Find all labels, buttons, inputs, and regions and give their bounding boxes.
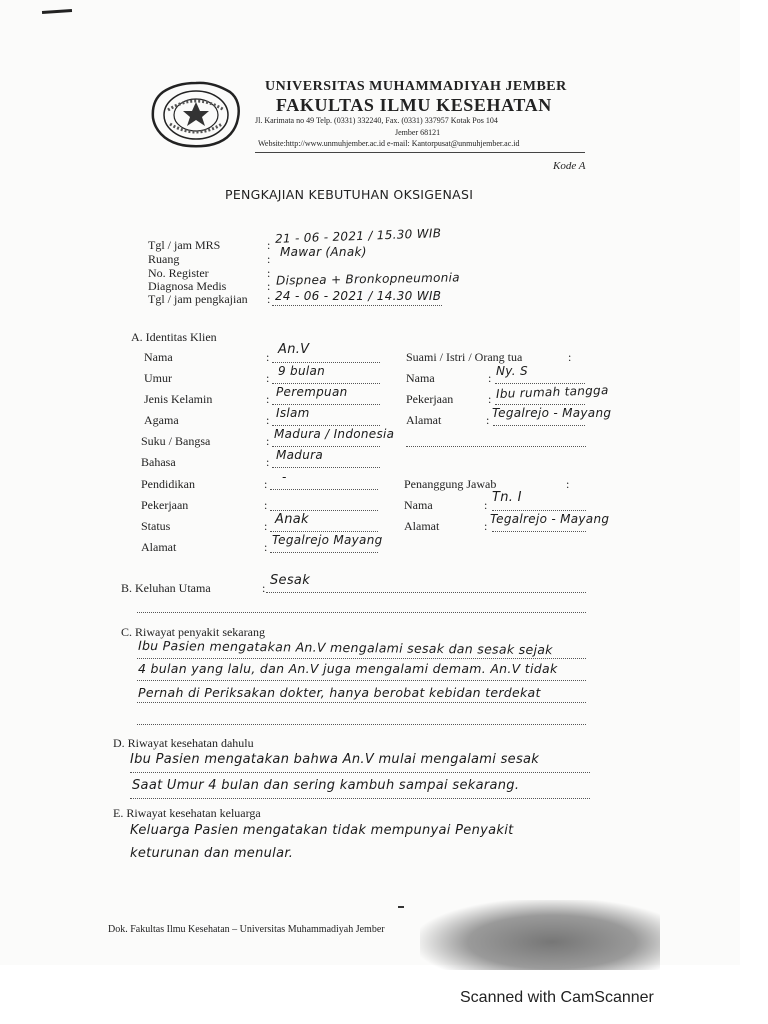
section-b-heading: B. Keluhan Utama — [121, 581, 211, 595]
guardian-label: Nama — [404, 498, 433, 512]
section-d-heading: D. Riwayat kesehatan dahulu — [113, 736, 254, 750]
client-label: Nama — [144, 350, 173, 364]
client-label: Pekerjaan — [141, 498, 189, 512]
document-footer: Dok. Fakultas Ilmu Kesehatan – Universitas Muhammadiyah Jember — [108, 924, 385, 935]
client-value: An.V — [278, 342, 310, 357]
client-label: Agama — [144, 413, 179, 427]
admission-label-ruang: Ruang — [148, 252, 180, 266]
guardian-heading: Penanggung Jawab — [404, 477, 497, 491]
past-history-line: Saat Umur 4 bulan dan sering kambuh sampai sekarang. — [132, 778, 520, 793]
main-complaint-value: Sesak — [270, 573, 311, 588]
parent-label: Alamat — [406, 413, 442, 427]
admission-value-diagnosa: Dispnea + Bronkopneumonia — [275, 270, 461, 288]
admission-label-mrs: Tgl / jam MRS — [148, 238, 221, 252]
client-label: Umur — [144, 371, 172, 385]
client-label: Pendidikan — [141, 477, 195, 491]
present-illness-line: Pernah di Periksakan dokter, hanya berobat kebidan terdekat — [138, 685, 541, 700]
admission-value-ruang: Mawar (Anak) — [280, 245, 367, 259]
guardian-label: Alamat — [404, 519, 440, 533]
university-name: UNIVERSITAS MUHAMMADIYAH JEMBER — [265, 79, 567, 94]
client-label: Status — [141, 519, 171, 533]
admission-value-mrs: 21 - 06 - 2021 / 15.30 WIB — [274, 226, 442, 246]
shadow-blot — [420, 900, 660, 970]
client-label: Bahasa — [141, 455, 176, 469]
parent-heading: Suami / Istri / Orang tua — [406, 350, 523, 364]
header-city: Jember 68121 — [395, 128, 441, 137]
client-value: 9 bulan — [278, 364, 326, 378]
family-history-line: Keluarga Pasien mengatakan tidak mempunyai Penyakit — [130, 823, 514, 838]
past-history-line: Ibu Pasien mengatakan bahwa An.V mulai mengalami sesak — [130, 752, 540, 767]
scanned-page: UNIVERSITAS MUHAMMADIYAH JEMBER FAKULTAS ILMU KESEHATAN Jl. Karimata no 49 Telp. (0331) 332240, Fax. (0331) 337957 Kotak Pos 104 Jember 68121 Website:http://www.unmuhjember.ac.id e-mail: Kantorpusat@unmuhjember.ac.id Kode A PENGKAJIAN KEBUTUHAN OKSIGENASI Tgl / jam MRS Ruang No. Register Diagnosa Medis Tgl / jam pengkajian : : : : : 21 - 06 - 2021 / 15.30 WIB Mawar (Anak) Dispnea + Bronkopneumonia 24 - 06 - 2021 / 14.30 WIB A. Identitas Klien Nama Umur Jenis Kelamin Agama Suku / Bangsa Bahasa Pendidikan Pekerjaan Status Alamat : : : : : : : : : : An.V 9 bulan Perempuan Islam Madura / Indonesia Madura - Anak Tegalrejo Mayang Suami / Istri / Orang tua : Nama Pekerjaan Alamat : : : Ny. S Ibu rumah tangga Tegalrejo - Mayang Penanggung Jawab : Nama Alamat : : Tn. I Tegalrejo - Mayang B. Keluhan Utama : Sesak C. Riwayat penyakit sekarang Ibu Pasien mengatakan An.V mengalami sesak dan sesak sejak 4 bulan yang lalu, dan An.V juga mengalami demam. An.V tidak Pernah di Periksakan dokter, hanya berobat kebidan terdekat D. Riwayat kesehatan dahulu Ibu Pasien mengatakan bahwa An.V mulai mengalami sesak Saat Umur 4 bulan dan sering kambuh sampai sekarang. E. Riwayat kesehatan keluarga Keluarga Pasien mengatakan tidak mempunyai Penyakit keturunan dan menular. Dok. Fakultas Ilmu Kesehatan – Universitas Muhammadiyah Jember — [0, 0, 740, 965]
parent-value: Tegalrejo - Mayang — [492, 406, 612, 420]
parent-value: Ibu rumah tangga — [495, 383, 609, 401]
footer-mark — [398, 906, 404, 908]
admission-value-pengkajian: 24 - 06 - 2021 / 14.30 WIB — [275, 289, 442, 303]
section-c-heading: C. Riwayat penyakit sekarang — [121, 625, 265, 639]
guardian-value: Tn. I — [492, 490, 522, 505]
admission-label-pengkajian: Tgl / jam pengkajian — [148, 292, 248, 306]
admission-label-diagnosa: Diagnosa Medis — [148, 279, 227, 293]
section-e-heading: E. Riwayat kesehatan keluarga — [113, 806, 261, 820]
client-label: Jenis Kelamin — [144, 392, 213, 406]
client-label: Alamat — [141, 540, 177, 554]
page-title: PENGKAJIAN KEBUTUHAN OKSIGENASI — [225, 187, 474, 202]
client-value: Islam — [276, 406, 310, 420]
admission-dotted-line — [272, 305, 442, 306]
header-divider — [255, 152, 585, 153]
pen-stroke-mark — [42, 9, 72, 14]
present-illness-line: 4 bulan yang lalu, dan An.V juga mengalami demam. An.V tidak — [138, 661, 558, 676]
family-history-line: keturunan dan menular. — [130, 846, 294, 861]
client-value: - — [282, 470, 287, 484]
admission-label-register: No. Register — [148, 266, 209, 280]
client-value: Anak — [275, 512, 309, 527]
guardian-value: Tegalrejo - Mayang — [490, 512, 610, 526]
client-value: Perempuan — [276, 385, 348, 399]
university-logo-icon — [150, 80, 242, 148]
client-value: Tegalrejo Mayang — [272, 533, 383, 547]
parent-value: Ny. S — [496, 364, 528, 378]
present-illness-line: Ibu Pasien mengatakan An.V mengalami sesak dan sesak sejak — [137, 637, 553, 658]
header-address: Jl. Karimata no 49 Telp. (0331) 332240, Fax. (0331) 337957 Kotak Pos 104 — [255, 116, 498, 125]
client-value: Madura / Indonesia — [274, 427, 395, 441]
parent-label: Pekerjaan — [406, 392, 454, 406]
parent-label: Nama — [406, 371, 435, 385]
camscanner-watermark: Scanned with CamScanner — [460, 989, 654, 1006]
header-website: Website:http://www.unmuhjember.ac.id e-mail: Kantorpusat@unmuhjember.ac.id — [258, 139, 520, 148]
faculty-name: FAKULTAS ILMU KESEHATAN — [276, 95, 552, 115]
client-label: Suku / Bangsa — [141, 434, 211, 448]
form-code: Kode A — [553, 160, 586, 172]
client-value: Madura — [276, 448, 324, 462]
section-a-heading: A. Identitas Klien — [131, 330, 217, 344]
